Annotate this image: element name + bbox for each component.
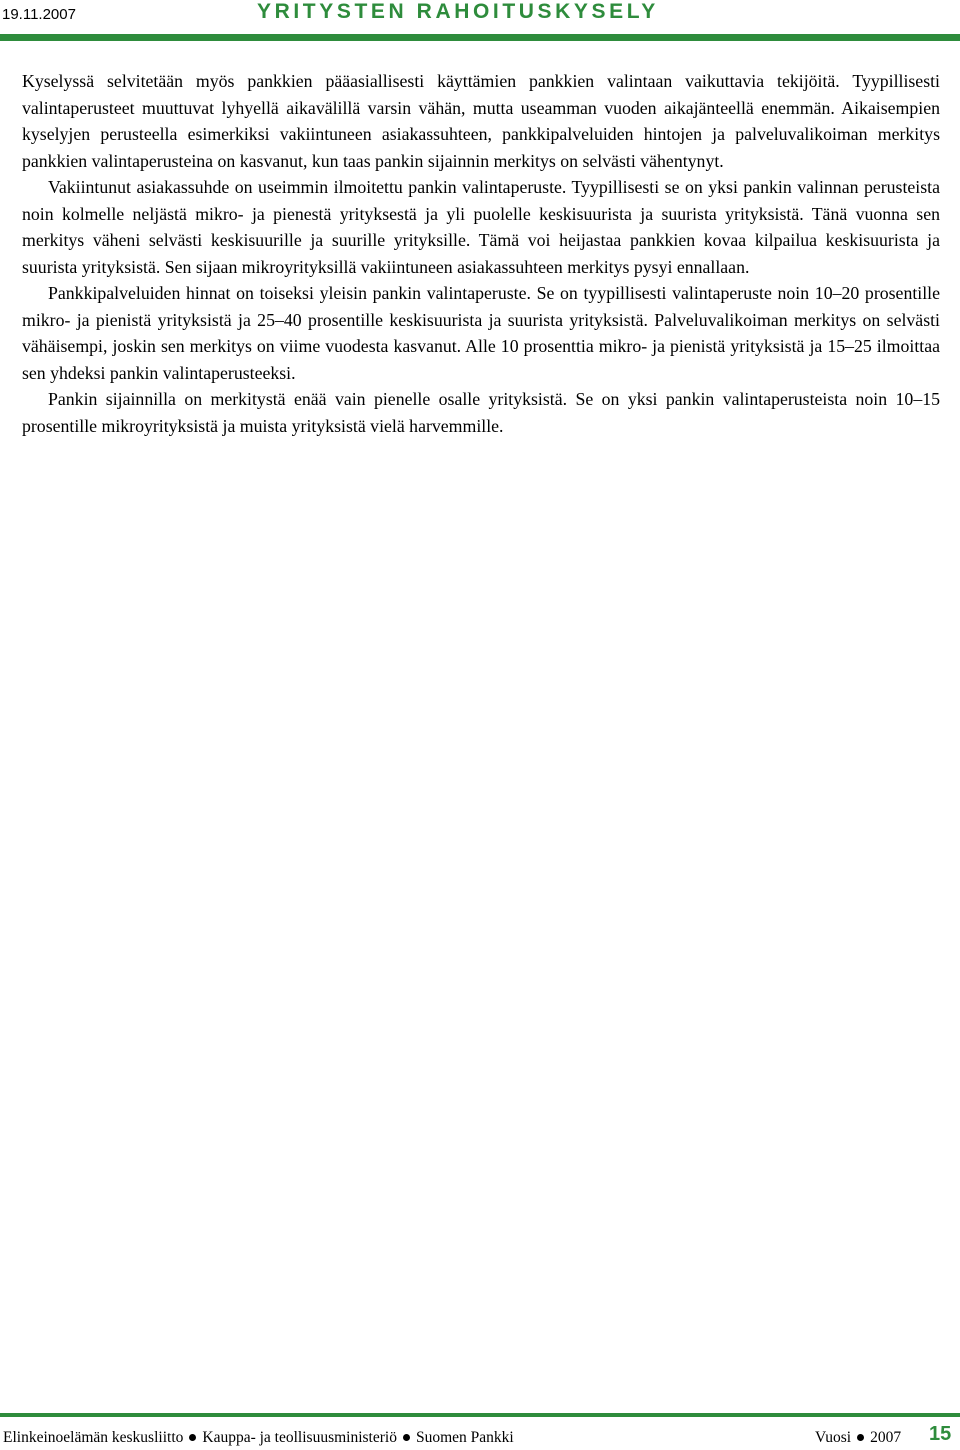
footer-year: [815, 1429, 901, 1447]
page-header: [0, 0, 960, 34]
page-number: 15: [929, 1423, 952, 1445]
footer-year-value: 2007: [870, 1429, 902, 1446]
bullet-dot-icon: [189, 1434, 196, 1441]
bullet-dot-icon: [403, 1434, 410, 1441]
paragraph-intro: Kyselyssä selvitetään myös pankkien pääasiallisesti käyttämien pankkien valintaan vaikuttavia tekijöitä. Tyypillisesti valintaperusteet muuttuvat lyhyellä aikavälillä varsin vähän, mutta useamman vuoden aikajänteellä enemmän. Aikaisempien kyselyjen perusteella esimerkiksi vakiintuneen asiakassuhteen, pankkipalveluiden hintojen ja palveluvalikoiman merkitys pankkien valintaperusteina on kasvanut, kun taas pankin sijainnin merkitys on selvästi vähentynyt.: [22, 71, 940, 171]
footer-org-ek: Elinkeinoelämän keskusliitto: [3, 1429, 184, 1446]
header-title: YRITYSTEN RAHOITUSKYSELY: [257, 0, 659, 23]
footer-org-ktm: Kauppa- ja teollisuusministeriö: [202, 1429, 397, 1446]
footer-rule: [0, 1413, 960, 1417]
page-footer: [0, 1422, 960, 1450]
body-text: [22, 68, 940, 439]
header-rule: [0, 34, 960, 41]
paragraph-hinnat: Pankkipalveluiden hinnat on toiseksi yleisin pankin valintaperuste. Se on tyypillisesti valintaperuste noin 10–20 prosentille mikro- ja pienistä yrityksistä ja 25–40 prosentille keskisuurista ja suurista yrityksistä. Palveluvalikoiman merkitys on selvästi vähäisempi, joskin sen merkitys on viime vuodesta kasvanut. Alle 10 prosenttia mikro- ja pienistä yrityksistä ja 15–25 ilmoittaa sen yhdeksi pankin valintaperusteeksi.: [22, 283, 940, 383]
footer-org-sp: Suomen Pankki: [415, 1429, 514, 1446]
bullet-dot-icon: [857, 1434, 864, 1441]
footer-organizations: [3, 1429, 514, 1447]
header-date: 19.11.2007: [2, 6, 76, 23]
footer-year-label: Vuosi: [815, 1429, 852, 1446]
paragraph-asiakassuhde: Vakiintunut asiakassuhde on useimmin ilmoitettu pankin valintaperuste. Tyypillisesti se on yksi pankin valinnan perusteista noin kolmelle neljästä mikro- ja pienestä yrityksestä ja yli puolelle keskisuurista ja suurista yrityksistä. Tänä vuonna sen merkitys väheni selvästi keskisuurille ja suurille yrityksille. Tämä voi heijastaa pankkien kovaa kilpailua keskisuurista ja suurista yrityksistä. Sen sijaan mikroyrityksillä vakiintuneen asiakassuhteen merkitys pysyi ennallaan.: [22, 177, 940, 277]
paragraph-sijainti: Pankin sijainnilla on merkitystä enää vain pienelle osalle yrityksistä. Se on yksi pankin valintaperusteista noin 10–15 prosentille mikroyrityksistä ja muista yrityksistä vielä harvemmille.: [22, 389, 940, 436]
